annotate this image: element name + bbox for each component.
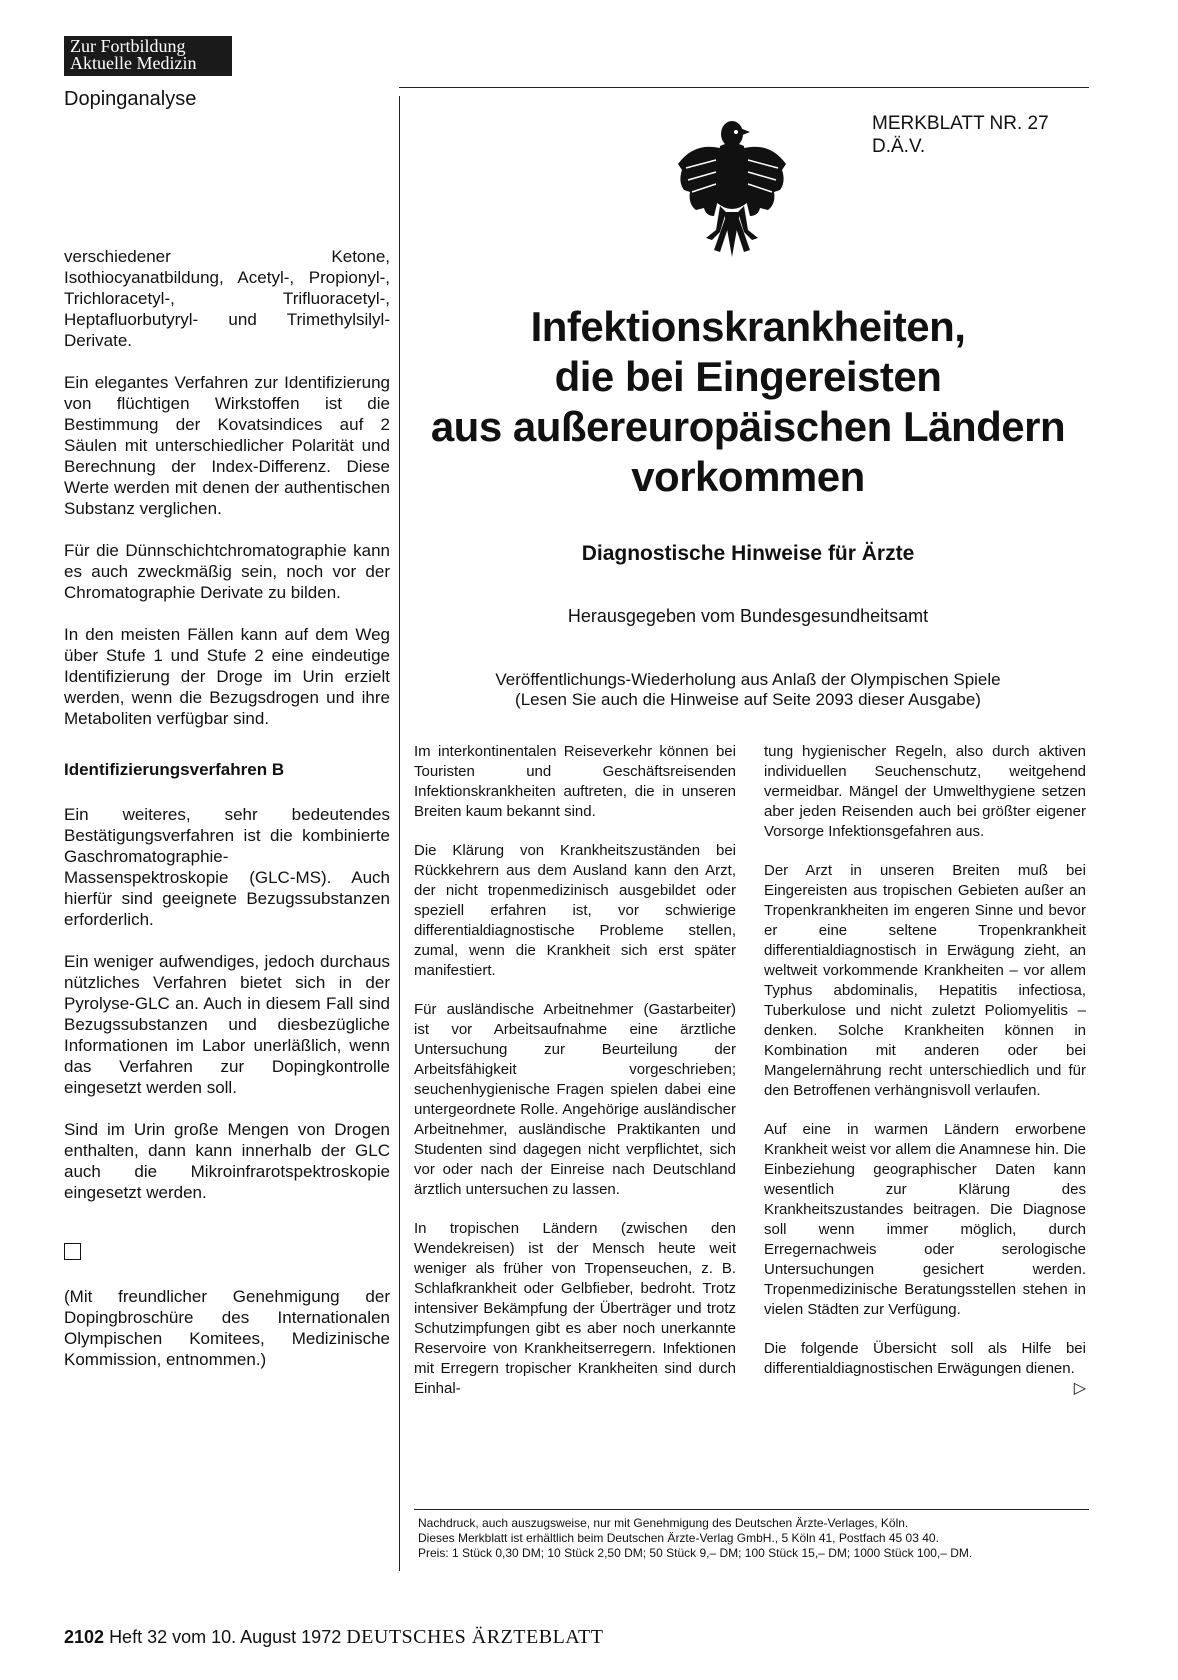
right-paragraph-4-text: Die folgende Übersicht soll als Hilfe bei differentialdiagnostischen Erwägungen dienen. [764, 1340, 1086, 1377]
left-column [64, 246, 390, 1391]
page-number: 2102 [64, 1627, 105, 1647]
left-paragraph-2: Ein elegantes Verfahren zur Identifizierung von flüchtigen Wirkstoffen ist die Bestimmung der Kovatsindices auf 2 Säulen mit unterschiedlicher Polarität und Berechnung der Index-Differenz. Diese Werte werden mit denen der authentischen Substanz verglichen. [64, 373, 390, 518]
title-line-2: die bei Eingereisten [554, 353, 942, 400]
publication-line-2: (Lesen Sie auch die Hinweise auf Seite 2093 dieser Ausgabe) [515, 690, 981, 709]
middle-paragraph-1: Im interkontinentalen Reiseverkehr können bei Touristen und Geschäftsreisenden Infektionskrankheiten auftreten, die in unseren Breiten kaum bekannt sind. [414, 743, 736, 820]
middle-paragraph-2: Die Klärung von Krankheitszuständen bei Rückkehrern aus dem Ausland kann den Arzt, der nicht tropenmedizinisch ausgebildet oder speziell erfahren ist, vor schwierige differentialdiagnostische Probleme stellen, zumal, wenn die Krankheit sich erst später manifestiert. [414, 842, 736, 979]
left-heading: Identifizierungsverfahren B [64, 760, 285, 779]
article-publisher: Herausgegeben vom Bundesgesundheitsamt [567, 606, 929, 626]
publication-line-1: Veröffentlichungs-Wiederholung aus Anlaß der Olympischen Spiele [495, 670, 1001, 689]
left-paragraph-1: verschiedener Ketone, Isothiocyanatbildung, Acetyl-, Propionyl-, Trichloracetyl-, Trifluoracetyl-, Heptafluorbutyryl- und Trimethylsilyl-Derivate. [64, 247, 390, 350]
column-divider [399, 96, 400, 1571]
title-line-1: Infektionskrankheiten, [530, 303, 966, 350]
left-paragraph-3: Für die Dünnschichtchromatographie kann es auch zweckmäßig sein, noch vor der Chromatographie Derivate zu bilden. [64, 541, 390, 602]
left-paragraph-8: (Mit freundlicher Genehmigung der Dopingbroschüre des Internationalen Olympischen Komitees, Medizinische Kommission, entnommen.) [64, 1287, 390, 1369]
merkblatt-number: MERKBLATT NR. 27 [872, 113, 1049, 134]
merkblatt-org: D.Ä.V. [872, 136, 926, 157]
middle-paragraph-4: In tropischen Ländern (zwischen den Wendekreisen) ist der Mensch heute weit weniger als früher von Tropenseuchen, z. B. Schlafkrankheit oder Gelbfieber, bedroht. Trotz intensiver Bekämpfung der Überträger und trotz Schutzimpfungen gibt es aber noch unerkannte Reservoire von Krankheitserregern. Infektionen mit Erregern tropischer Krankheiten sind durch Einhal- [414, 1220, 736, 1397]
title-line-4: vorkommen [631, 453, 865, 500]
journal-name: DEUTSCHES ÄRZTEBLATT [346, 1626, 604, 1648]
publication-note [403, 670, 1093, 710]
right-paragraph-2: Der Arzt in unseren Breiten muß bei Eingereisten aus tropischen Gebieten außer an Tropenkrankheiten im engeren Sinne und bevor er eine seltene Tropenkrankheit differentialdiagnostisch in Erwägung zieht, an weltweit vorkommende Krankheiten – vor allem Typhus abdominalis, Hepatitis infectiosa, Tuberkulose und nicht zuletzt Poliomyelitis – denken. Solche Krankheiten können in Kombination mit anderen oder bei Mangelernährung recht unterschiedlich und für den Betroffenen verhängnisvoll verlaufen. [764, 862, 1086, 1099]
right-paragraph-1: tung hygienischer Regeln, also durch aktiven individuellen Seuchenschutz, weitgehend vermeidbar. Mängel der Umwelthygiene setzen aber jeden Reisenden auch bei größter eigener Vorsorge Infektionsgefahren aus. [764, 743, 1086, 840]
left-paragraph-6: Ein weniger aufwendiges, jedoch durchaus nützliches Verfahren bietet sich in der Pyrolyse-GLC an. Auch in diesem Fall sind Bezugssubstanzen und diesbezügliche Informationen im Labor unerläßlich, wenn das Verfahren zur Dopingkontrolle eingesetzt werden soll. [64, 952, 390, 1097]
footnote-line-1: Nachdruck, auch auszugsweise, nur mit Genehmigung des Deutschen Ärzte-Verlages, Köln. [418, 1516, 909, 1530]
article-subtitle: Diagnostische Hinweise für Ärzte [581, 542, 915, 565]
middle-paragraph-3: Für ausländische Arbeitnehmer (Gastarbeiter) ist vor Arbeitsaufnahme eine ärztliche Untersuchung zur Beurteilung der Arbeitsfähigkeit vorgeschrieben; seuchenhygienische Fragen spielen dabei eine untergeordnete Rolle. Angehörige ausländischer Arbeitnehmer, ausländische Praktikanten und Studenten sind dagegen nicht verpflichtet, sich vor oder nach der Einreise nach Deutschland ärztlich untersuchen zu lassen. [414, 1001, 736, 1198]
footnote-line-2: Dieses Merkblatt ist erhältlich beim Deutschen Ärzte-Verlag GmbH., 5 Köln 41, Postfach 45 03 40. [418, 1531, 939, 1545]
end-square-icon [64, 1243, 81, 1260]
merkblatt-label [872, 112, 1049, 158]
right-paragraph-3: Auf eine in warmen Ländern erworbene Krankheit weist vor allem die Anamnese hin. Die Einbeziehung geographischer Daten kann wesentlich zur Klärung des Krankheitszustandes beitragen. Die Diagnose soll wenn immer möglich, durch Erregernachweis oder serologische Untersuchungen gesichert werden. Tropenmedizinische Beratungsstellen stehen in vielen Städten zur Verfügung. [764, 1121, 1086, 1318]
section-title: Dopinganalyse [64, 88, 197, 110]
federal-eagle-icon [676, 112, 788, 257]
article-title [403, 302, 1093, 502]
footnote-rule [414, 1509, 1089, 1510]
continue-arrow-icon: ▷ [1073, 1380, 1086, 1397]
page-footer [64, 1626, 603, 1649]
middle-column [414, 742, 736, 1418]
category-line-1: Zur Fortbildung [70, 36, 186, 56]
right-paragraph-4 [764, 1339, 1086, 1397]
left-paragraph-5: Ein weiteres, sehr bedeutendes Bestätigungsverfahren ist die kombinierte Gaschromatographie-Massenspektroskopie (GLC-MS). Auch hierfür sind geeignete Bezugssubstanzen erforderlich. [64, 805, 390, 929]
footnote-line-3: Preis: 1 Stück 0,30 DM; 10 Stück 2,50 DM; 50 Stück 9,– DM; 100 Stück 15,– DM; 1000 Stück 100,– DM. [418, 1546, 973, 1560]
category-line-2: Aktuelle Medizin [70, 53, 197, 73]
title-line-3: aus außereuropäischen Ländern [430, 403, 1066, 450]
issue-info: Heft 32 vom 10. August 1972 [109, 1627, 342, 1647]
header-rule [399, 87, 1089, 88]
left-paragraph-4: In den meisten Fällen kann auf dem Weg über Stufe 1 und Stufe 2 eine eindeutige Identifizierung der Droge im Urin erzielt werden, wenn die Bezugsdrogen und ihre Metaboliten verfügbar sind. [64, 625, 390, 728]
category-label [64, 36, 232, 76]
right-column [764, 742, 1086, 1399]
footnote [418, 1516, 1093, 1561]
left-paragraph-7: Sind im Urin große Mengen von Drogen enthalten, dann kann innerhalb der GLC auch die Mikroinfrarotspektroskopie eingesetzt werden. [64, 1120, 390, 1202]
